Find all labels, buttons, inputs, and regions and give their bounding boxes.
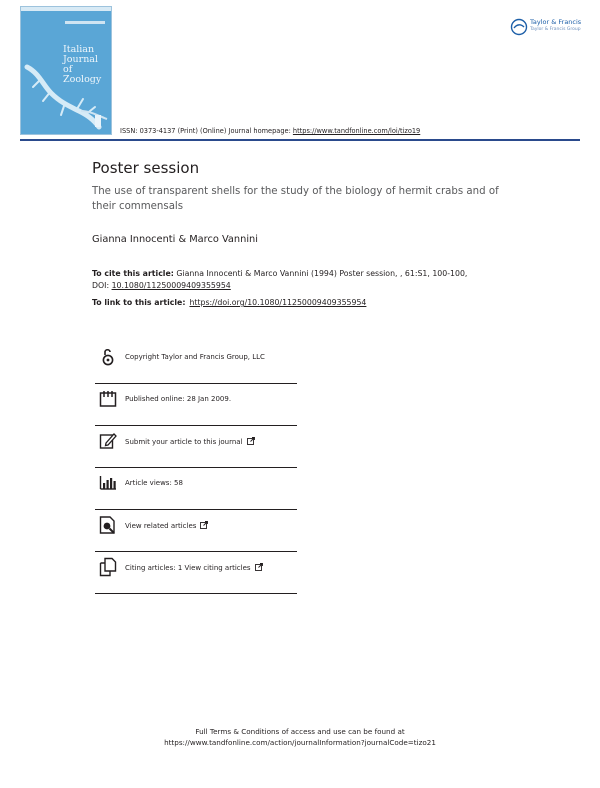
terms-link[interactable]: https://www.tandfonline.com/action/journalInformation?journalCode=tizo21 (164, 737, 436, 747)
cover-title-line: Journal of (63, 54, 99, 75)
link-label: To link to this article: (92, 298, 186, 307)
header-divider (20, 139, 580, 141)
external-link-icon (200, 521, 208, 529)
issn-line (120, 127, 420, 135)
article-title: Poster session (92, 159, 200, 177)
meta-divider (95, 593, 297, 595)
publisher-group-line: Taylor & Francis Group (530, 27, 581, 32)
meta-label[interactable] (125, 521, 208, 530)
doi-label: DOI: (92, 280, 110, 290)
meta-published-online (95, 384, 297, 425)
citation-text: Gianna Innocenti & Marco Vannini (1994) Poster session, , 61:S1, 100-100, (176, 269, 468, 278)
meta-label[interactable] (125, 563, 263, 572)
bar-chart-icon (99, 473, 117, 493)
article-meta-list (95, 342, 297, 594)
meta-citing-articles[interactable] (95, 552, 297, 593)
article-link-line (92, 298, 366, 307)
meta-article-views (95, 468, 297, 509)
open-access-lock-icon (99, 347, 117, 367)
meta-label[interactable] (125, 437, 255, 446)
article-subtitle: The use of transparent shells for the study of the biology of hermit crabs and of their commensals (92, 186, 499, 212)
meta-copyright (95, 342, 297, 383)
copy-documents-icon (99, 557, 117, 577)
doi-link[interactable]: 10.1080/11250009409355954 (111, 280, 231, 290)
submit-article-link[interactable]: Submit your article to this journal (125, 438, 243, 446)
related-articles-link[interactable]: View related articles (125, 522, 197, 530)
cover-title-line: Italian (63, 44, 95, 55)
journal-cover (20, 6, 112, 135)
calendar-icon (99, 389, 117, 409)
citation-label: To cite this article: (92, 269, 174, 278)
journal-homepage-link[interactable]: https://www.tandfonline.com/loi/tizo19 (292, 127, 421, 135)
cover-title-line: Zoology (63, 74, 102, 85)
meta-label: Article views: 58 (125, 479, 183, 487)
cover-journal-title (63, 45, 109, 85)
citing-articles-link[interactable]: Citing articles: 1 View citing articles (125, 564, 251, 572)
issn-text: ISSN: 0373-4137 (Print) (Online) Journal homepage: (120, 127, 293, 135)
external-link-icon (255, 563, 263, 571)
meta-submit-article[interactable] (95, 426, 297, 467)
publisher-name-line: Taylor & Francis (530, 18, 582, 26)
meta-related-articles[interactable] (95, 510, 297, 551)
citation-block (92, 268, 512, 291)
article-authors: Gianna Innocenti & Marco Vannini (92, 234, 258, 245)
article-doi-url[interactable]: https://doi.org/10.1080/11250009409355954 (189, 298, 367, 307)
meta-label: Published online: 28 Jan 2009. (125, 395, 232, 403)
terms-text: Full Terms & Conditions of access and use can be found at (195, 727, 405, 736)
meta-label: Copyright Taylor and Francis Group, LLC (125, 353, 265, 361)
terms-footer (0, 727, 600, 748)
search-document-icon (99, 515, 117, 535)
external-link-icon (247, 437, 255, 445)
edit-icon (99, 431, 117, 451)
publisher-name (530, 18, 581, 34)
